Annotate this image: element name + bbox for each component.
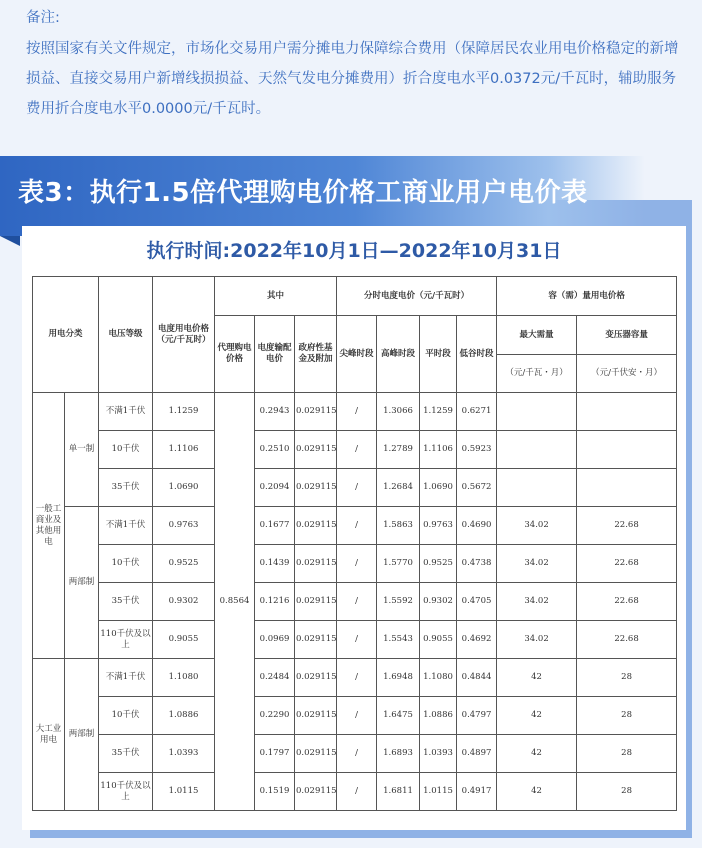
cell-peak: 1.6811	[377, 773, 420, 811]
cell-fund: 0.029115	[295, 393, 337, 431]
cell-flat: 1.0115	[420, 773, 457, 811]
header-sharp: 尖峰时段	[337, 316, 377, 393]
cell-flat: 0.9055	[420, 621, 457, 659]
table-row	[33, 735, 677, 773]
cell-valley: 0.5923	[457, 431, 497, 469]
cell-peak: 1.3066	[377, 393, 420, 431]
cell-transformer: 22.68	[577, 507, 677, 545]
cell-peak: 1.5770	[377, 545, 420, 583]
cell-voltage: 35千伏	[99, 583, 153, 621]
header-flat: 平时段	[420, 316, 457, 393]
cell-voltage: 不满1千伏	[99, 393, 153, 431]
cell-fund: 0.029115	[295, 621, 337, 659]
header-category: 用电分类	[33, 277, 99, 393]
header-voltage: 电压等级	[99, 277, 153, 393]
cell-valley: 0.4690	[457, 507, 497, 545]
cell-valley: 0.4897	[457, 735, 497, 773]
cell-peak: 1.5592	[377, 583, 420, 621]
cell-fund: 0.029115	[295, 583, 337, 621]
price-table	[32, 276, 677, 811]
header-distribution: 电度输配电价	[255, 316, 295, 393]
cell-distribution: 0.2510	[255, 431, 295, 469]
cell-fund: 0.029115	[295, 431, 337, 469]
cell-price: 1.1080	[153, 659, 215, 697]
cell-max-demand: 42	[497, 773, 577, 811]
cell-sharp: /	[337, 583, 377, 621]
cell-sharp: /	[337, 507, 377, 545]
header-transformer: 变压器容量	[577, 316, 677, 355]
subtype-two-part: 两部制	[65, 507, 99, 659]
table-row	[33, 431, 677, 469]
notes-title: 备注:	[26, 10, 60, 26]
header-capacity: 容（需）量用电价格	[497, 277, 677, 316]
cell-valley: 0.4692	[457, 621, 497, 659]
cell-transformer: 28	[577, 773, 677, 811]
cell-flat: 1.0393	[420, 735, 457, 773]
cell-distribution: 0.2094	[255, 469, 295, 507]
cell-sharp: /	[337, 773, 377, 811]
cell-max-demand	[497, 469, 577, 507]
cell-sharp: /	[337, 393, 377, 431]
cell-transformer: 22.68	[577, 545, 677, 583]
cell-flat: 1.1080	[420, 659, 457, 697]
cell-distribution: 0.1677	[255, 507, 295, 545]
cell-transformer: 28	[577, 697, 677, 735]
cell-fund: 0.029115	[295, 469, 337, 507]
cell-price: 0.9302	[153, 583, 215, 621]
cell-peak: 1.2684	[377, 469, 420, 507]
cell-transformer: 22.68	[577, 583, 677, 621]
cell-distribution: 0.0969	[255, 621, 295, 659]
cell-proxy-price: 0.8564	[215, 393, 255, 811]
cell-price: 1.0886	[153, 697, 215, 735]
cell-distribution: 0.1439	[255, 545, 295, 583]
cell-sharp: /	[337, 735, 377, 773]
table-row	[33, 507, 677, 545]
cell-peak: 1.6475	[377, 697, 420, 735]
cell-max-demand: 34.02	[497, 621, 577, 659]
cell-voltage: 不满1千伏	[99, 507, 153, 545]
notes-text: 按照国家有关文件规定，市场化交易用户需分摊电力保障综合费用（保障居民农业用电价格稳定的新增损益、直接交易用户新增线损损益、天然气发电分摊费用）折合度电水平0.0372元/千瓦时，辅助服务费用折合度电水平0.0000元/千瓦时。	[26, 41, 679, 117]
cell-sharp: /	[337, 469, 377, 507]
cell-transformer	[577, 469, 677, 507]
cell-peak: 1.6948	[377, 659, 420, 697]
cell-valley: 0.6271	[457, 393, 497, 431]
subtype-single: 单一制	[65, 393, 99, 507]
header-price: 电度用电价格（元/千瓦时）	[153, 277, 215, 393]
cell-valley: 0.4844	[457, 659, 497, 697]
cell-transformer	[577, 393, 677, 431]
cell-max-demand	[497, 393, 577, 431]
cell-distribution: 0.2290	[255, 697, 295, 735]
header-fund: 政府性基金及附加	[295, 316, 337, 393]
cell-peak: 1.2789	[377, 431, 420, 469]
table-row	[33, 469, 677, 507]
cell-fund: 0.029115	[295, 507, 337, 545]
cell-valley: 0.4797	[457, 697, 497, 735]
cell-voltage: 35千伏	[99, 735, 153, 773]
cell-flat: 0.9302	[420, 583, 457, 621]
cell-max-demand: 42	[497, 735, 577, 773]
cell-fund: 0.029115	[295, 773, 337, 811]
cell-fund: 0.029115	[295, 659, 337, 697]
cell-price: 0.9763	[153, 507, 215, 545]
header-peak: 高峰时段	[377, 316, 420, 393]
notes-section	[26, 6, 686, 124]
banner-title: 表3：执行1.5倍代理购电价格工商业用户电价表	[18, 178, 588, 208]
cell-price: 1.1259	[153, 393, 215, 431]
cell-price: 0.9055	[153, 621, 215, 659]
subtype-two-part-industry: 两部制	[65, 659, 99, 811]
cell-flat: 0.9525	[420, 545, 457, 583]
cell-flat: 1.0886	[420, 697, 457, 735]
cell-peak: 1.5863	[377, 507, 420, 545]
cell-price: 1.0115	[153, 773, 215, 811]
cell-peak: 1.5543	[377, 621, 420, 659]
cell-voltage: 不满1千伏	[99, 659, 153, 697]
cell-valley: 0.4917	[457, 773, 497, 811]
cell-valley: 0.4738	[457, 545, 497, 583]
cell-max-demand: 34.02	[497, 545, 577, 583]
cell-price: 1.0393	[153, 735, 215, 773]
table-card	[22, 226, 686, 830]
cell-max-demand: 34.02	[497, 583, 577, 621]
category-industry: 大工业用电	[33, 659, 65, 811]
cell-max-demand	[497, 431, 577, 469]
category-general: 一般工商业及其他用电	[33, 393, 65, 659]
cell-max-demand: 42	[497, 697, 577, 735]
header-of-which: 其中	[215, 277, 337, 316]
cell-peak: 1.6893	[377, 735, 420, 773]
cell-voltage: 110千伏及以上	[99, 773, 153, 811]
cell-distribution: 0.2484	[255, 659, 295, 697]
cell-flat: 1.0690	[420, 469, 457, 507]
cell-fund: 0.029115	[295, 735, 337, 773]
header-transformer-unit: （元/千伏安・月）	[577, 355, 677, 393]
cell-voltage: 10千伏	[99, 431, 153, 469]
cell-flat: 0.9763	[420, 507, 457, 545]
table-row	[33, 393, 677, 431]
cell-price: 1.0690	[153, 469, 215, 507]
cell-voltage: 35千伏	[99, 469, 153, 507]
cell-transformer: 22.68	[577, 621, 677, 659]
cell-sharp: /	[337, 431, 377, 469]
header-max-demand-unit: （元/千瓦・月）	[497, 355, 577, 393]
cell-voltage: 10千伏	[99, 545, 153, 583]
cell-distribution: 0.2943	[255, 393, 295, 431]
header-proxy: 代理购电价格	[215, 316, 255, 393]
cell-valley: 0.4705	[457, 583, 497, 621]
cell-sharp: /	[337, 697, 377, 735]
cell-voltage: 110千伏及以上	[99, 621, 153, 659]
cell-transformer	[577, 431, 677, 469]
cell-distribution: 0.1797	[255, 735, 295, 773]
cell-fund: 0.029115	[295, 697, 337, 735]
cell-transformer: 28	[577, 659, 677, 697]
cell-voltage: 10千伏	[99, 697, 153, 735]
table-body	[33, 393, 677, 811]
cell-max-demand: 34.02	[497, 507, 577, 545]
cell-valley: 0.5672	[457, 469, 497, 507]
cell-fund: 0.029115	[295, 545, 337, 583]
header-tou: 分时电度电价（元/千瓦时）	[337, 277, 497, 316]
cell-sharp: /	[337, 659, 377, 697]
table-row	[33, 621, 677, 659]
cell-flat: 1.1259	[420, 393, 457, 431]
title-banner	[0, 156, 645, 236]
table-row	[33, 697, 677, 735]
header-valley: 低谷时段	[457, 316, 497, 393]
cell-flat: 1.1106	[420, 431, 457, 469]
table-row	[33, 583, 677, 621]
header-max-demand: 最大需量	[497, 316, 577, 355]
cell-sharp: /	[337, 545, 377, 583]
table-row	[33, 773, 677, 811]
cell-distribution: 0.1519	[255, 773, 295, 811]
cell-max-demand: 42	[497, 659, 577, 697]
cell-sharp: /	[337, 621, 377, 659]
cell-transformer: 28	[577, 735, 677, 773]
effective-date: 执行时间:2022年10月1日—2022年10月31日	[146, 240, 562, 262]
banner-fold	[0, 236, 20, 246]
table-row	[33, 545, 677, 583]
table-row	[33, 659, 677, 697]
cell-distribution: 0.1216	[255, 583, 295, 621]
cell-price: 1.1106	[153, 431, 215, 469]
cell-price: 0.9525	[153, 545, 215, 583]
